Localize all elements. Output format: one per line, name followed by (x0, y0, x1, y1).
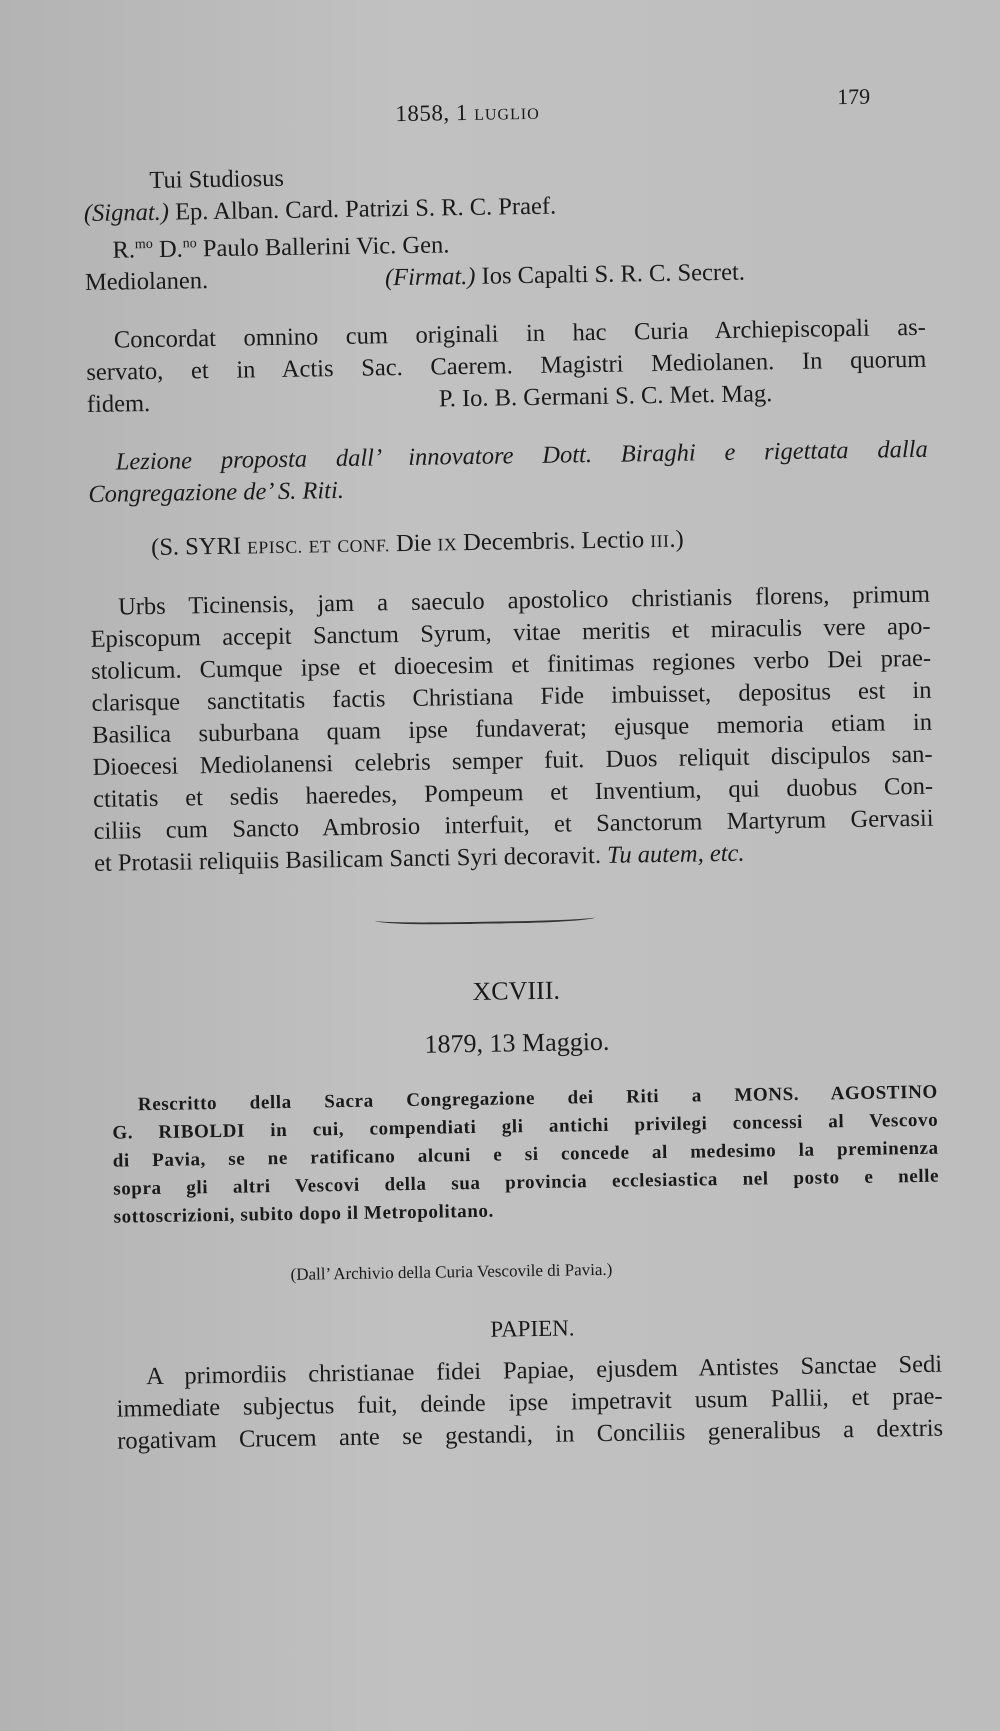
lectio-line-1: Urbs Ticinensis, jam a saeculo apostolico christianis florens, primum (117, 580, 931, 621)
lectio-line-4: clarisque sanctitatis factis Christiana Fide imbuisset, depositus est in (91, 676, 932, 718)
lectio-line-6: Dioecesi Mediolanensi celebris semper fuit. Duos reliquit discipulos san- (92, 740, 933, 782)
signature-signatory: Ep. Alban. Card. Patrizi S. R. C. Praef. (174, 192, 557, 226)
running-head-month: LUGLIO (474, 105, 540, 124)
germani-signature: P. Io. B. Germani S. C. Met. Mag. (438, 380, 773, 413)
page-content (82, 79, 943, 1458)
mediolanen-label: Mediolanen. (84, 267, 209, 297)
lectio-line-8: ciliis cum Sancto Ambrosio interfuit, et Sanctorum Martyrum Gervasii (93, 804, 934, 846)
lectio-saint: (S. SYRI (150, 532, 242, 562)
rescritto-line-2: G. RIBOLDI in cui, compendiati gli antichi privilegi concessi al Vescovo (112, 1109, 939, 1144)
concordat-paragraph (86, 312, 927, 421)
papien-paragraph (102, 1349, 943, 1458)
tu-autem: Tu autem, etc. (606, 839, 745, 870)
firmat-block (385, 257, 745, 295)
lectio-ix: IX (437, 534, 458, 555)
rmo-prefix: R. (112, 236, 136, 264)
archive-source: (Dall’ Archivio della Curia Vescovile di Pavia.) (290, 1259, 613, 1285)
concordat-line-2: servato, et in Actis Sac. Caerem. Magistri Mediolanen. In quorum (86, 345, 927, 387)
page-number: 179 (836, 83, 871, 110)
rescritto-line-3: di Pavia, se ne ratificano alcuni e si concede al medesimo la preminenza (112, 1137, 939, 1172)
lectio-body (90, 579, 934, 880)
running-head (395, 99, 540, 127)
firmat-label: (Firmat.) (384, 263, 476, 292)
lectio-line-7: ctitatis et sedis haeredes, Pompeum et Inventium, qui duobus Con- (92, 772, 934, 814)
rescritto-title (98, 1079, 940, 1232)
papien-line-2: immediate subjectus fuit, deinde ipse impetravit usum Pallii, et prae- (116, 1382, 943, 1423)
lectio-conf: CONF. (337, 535, 391, 557)
lectio-decembris: Decembris. Lectio (462, 526, 645, 557)
lectio-line-2: Episcopum accepit Sanctum Syrum, vitae meritis et miraculis vere apo- (90, 612, 931, 654)
signature-addressee: Paulo Ballerini Vic. Gen. (202, 231, 450, 263)
lectio-iii: III (650, 530, 670, 552)
papien-line-1: A primordiis christianae fidei Papiae, ejusdem Antistes Sanctae Sedi (145, 1350, 943, 1391)
lezione-line-1: Lezione proposta dall’ innovatore Dott. Biraghi e rigettata dalla (115, 435, 928, 476)
signature-text: Tui Studiosus (149, 164, 285, 194)
lectio-line-5: Basilica suburbana quam ipse fundaverat; ejusque memoria etiam in (91, 708, 933, 750)
lectio-heading (89, 520, 929, 566)
rescritto-line-4: sopra gli altri Vescovi della sua provincia ecclesiastica nel posto e nelle (113, 1165, 940, 1200)
section-number: XCVIII. (472, 975, 561, 1007)
concordat-line-1: Concordat omnino cum originali in hac Curia Archiepiscopali as- (113, 313, 927, 354)
signat-label: (Signat.) (83, 198, 170, 227)
lectio-line-3: stolicum. Cumque ipse et dioecesim et finitimas regiones verbo Dei prae- (90, 644, 932, 686)
lectio-et: ET (308, 536, 332, 557)
section-date: 1879, 13 Maggio. (424, 1026, 610, 1059)
firmat-signatory: Ios Capalti S. R. C. Secret. (481, 258, 746, 290)
running-head-year: 1858, 1 (395, 99, 469, 127)
papien-line-3: rogativam Crucem ante se gestandi, in Conciliis generalibus a dextris (116, 1414, 944, 1455)
ornamental-divider (375, 910, 595, 925)
lectio-die: Die (395, 529, 432, 558)
rescritto-line-5: sottoscrizioni, subito dopo il Metropolitano. (113, 1200, 495, 1228)
lectio-close: .) (669, 525, 684, 553)
papien-heading: PAPIEN. (490, 1315, 575, 1342)
lezione-line-2: Congregazione de’ S. Riti. (88, 477, 345, 509)
lezione-heading (88, 434, 929, 511)
rmo-superscript: mo (134, 236, 153, 253)
page-header (82, 79, 923, 136)
lectio-line-9-text: et Protasii reliquiis Basilicam Sancti Syri decoravit. (93, 842, 602, 878)
dno-superscript: no (182, 236, 197, 252)
dno-prefix: D. (158, 235, 184, 263)
rescritto-line-1: Rescritto della Sacra Congregazione dei Riti a MONS. AGOSTINO (137, 1081, 938, 1116)
fidem-text: fidem. (86, 390, 151, 419)
signature-block (83, 153, 925, 299)
lectio-episc: EPISC. (247, 536, 303, 558)
